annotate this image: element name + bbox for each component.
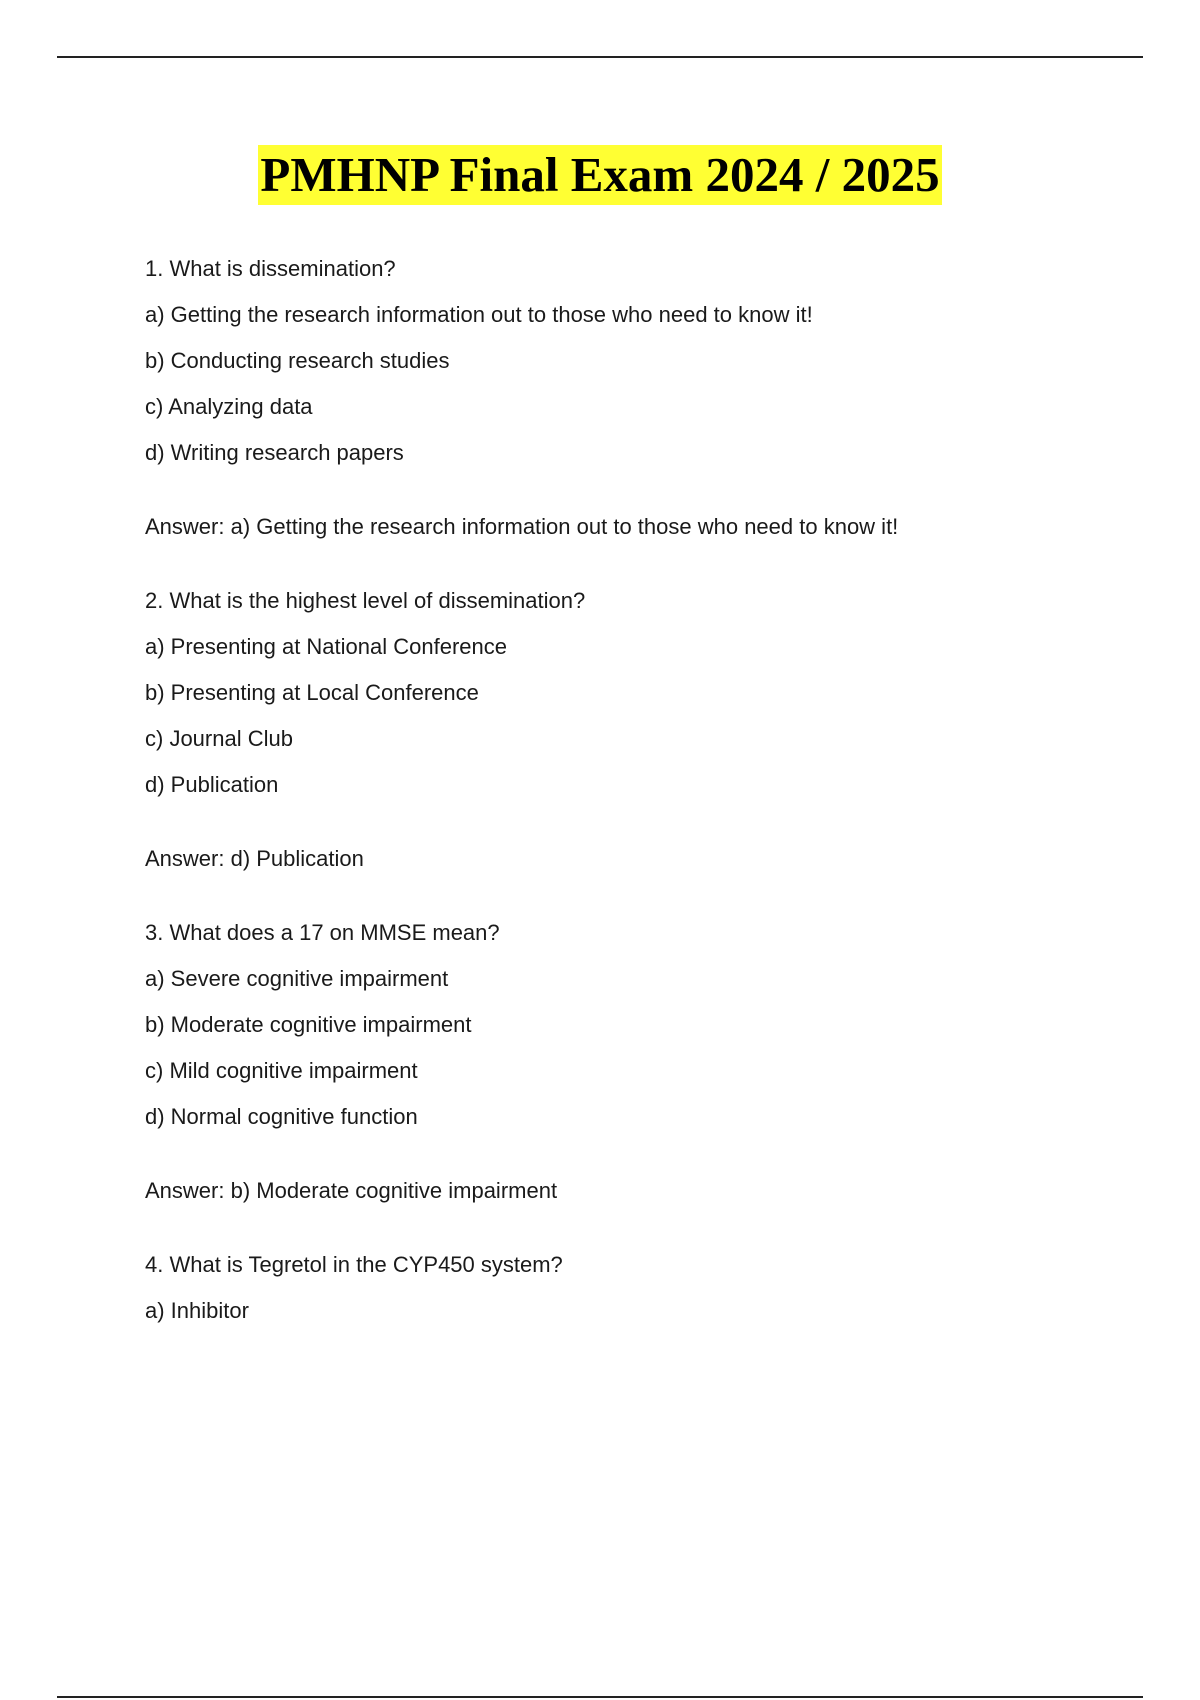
answer-option: d) Writing research papers — [145, 440, 404, 465]
document-body — [145, 255, 1145, 1371]
question-block — [145, 1251, 1145, 1325]
question-text: 1. What is dissemination? — [145, 256, 396, 281]
question-text: 3. What does a 17 on MMSE mean? — [145, 920, 500, 945]
answer-option: b) Presenting at Local Conference — [145, 680, 479, 705]
answer-option: a) Severe cognitive impairment — [145, 966, 449, 991]
header-rule — [57, 56, 1143, 58]
question-text: 2. What is the highest level of dissemination? — [145, 588, 586, 613]
document-title: PMHNP Final Exam 2024 / 2025 — [258, 145, 941, 205]
correct-answer: Answer: a) Getting the research information out to those who need to know it! — [145, 514, 899, 539]
answer-option: c) Journal Club — [145, 726, 293, 751]
question-block — [145, 255, 1145, 541]
answer-option: d) Publication — [145, 772, 279, 797]
correct-answer: Answer: d) Publication — [145, 846, 364, 871]
answer-option: c) Analyzing data — [145, 394, 313, 419]
title-container — [0, 145, 1200, 205]
question-block — [145, 919, 1145, 1205]
answer-option: c) Mild cognitive impairment — [145, 1058, 418, 1083]
correct-answer: Answer: b) Moderate cognitive impairment — [145, 1178, 558, 1203]
answer-option: a) Presenting at National Conference — [145, 634, 507, 659]
answer-option: a) Inhibitor — [145, 1298, 249, 1323]
footer-rule — [57, 1696, 1143, 1698]
answer-option: b) Moderate cognitive impairment — [145, 1012, 472, 1037]
answer-option: d) Normal cognitive function — [145, 1104, 418, 1129]
answer-option: a) Getting the research information out to those who need to know it! — [145, 302, 813, 327]
answer-option: b) Conducting research studies — [145, 348, 450, 373]
question-block — [145, 587, 1145, 873]
question-text: 4. What is Tegretol in the CYP450 system? — [145, 1252, 563, 1277]
